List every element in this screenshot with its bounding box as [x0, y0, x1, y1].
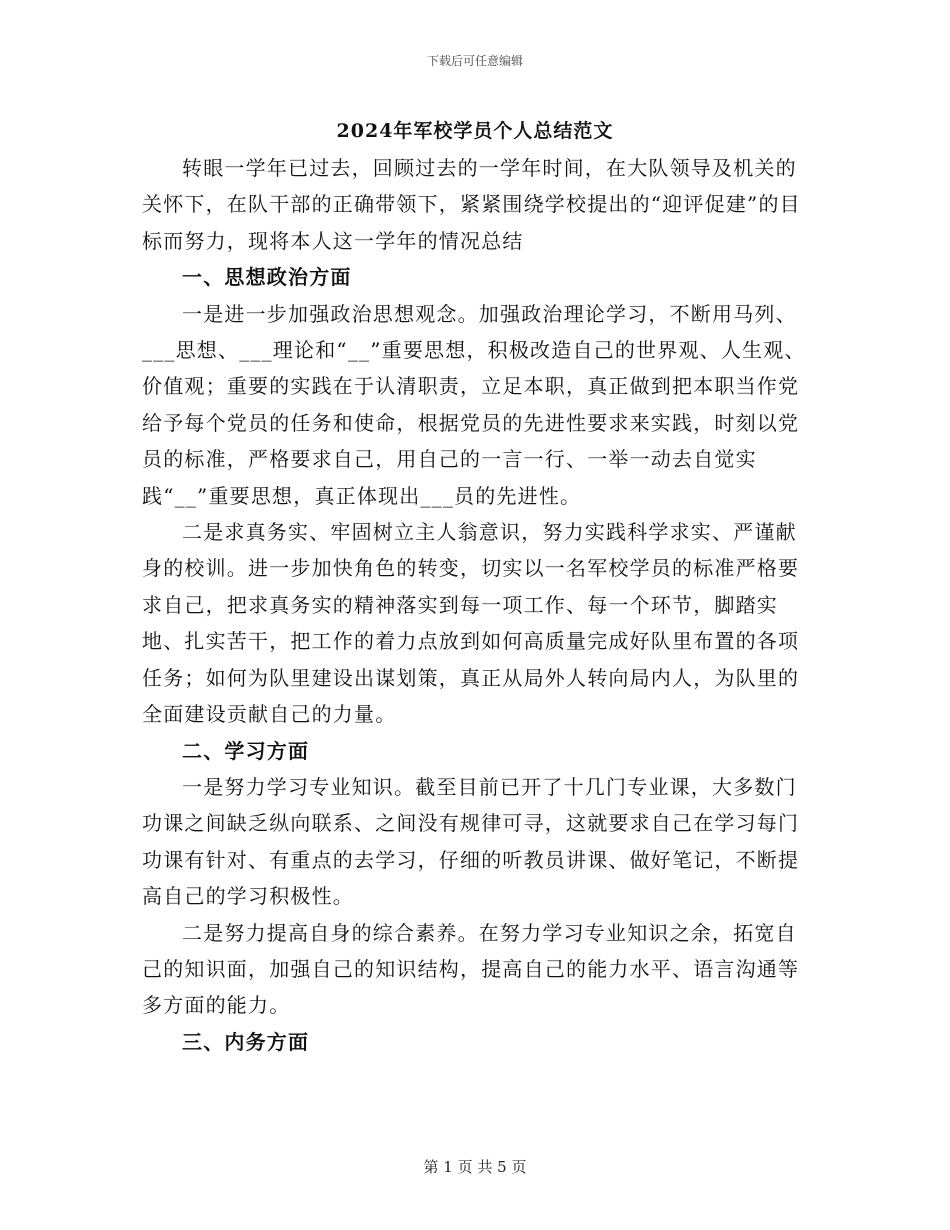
body-paragraph: 二是努力提高自身的综合素养。在努力学习专业知识之余，拓宽自己的知识面，加强自己的知识结构，提高自己的能力水平、语言沟通等多方面的能力。: [142, 920, 800, 1018]
section-heading: 二、学习方面: [182, 738, 310, 763]
body-paragraph: 二是求真务实、牢固树立主人翁意识，努力实践科学求实、严谨献身的校训。进一步加快角色的转变，切实以一名军校学员的标准严格要求自己，把求真务实的精神落实到每一项工作、每一个环节，脚踏实地、扎实苦干，把工作的着力点放到如何高质量完成好队里布置的各项任务；如何为队里建设出谋划策，真正从局外人转向局内人，为队里的全面建设贡献自己的力量。: [142, 520, 800, 727]
intro-paragraph: 转眼一学年已过去，回顾过去的一学年时间，在大队领导及机关的关怀下，在队干部的正确带领下，紧紧围绕学校提出的“迎评促建”的目标而努力，现将本人这一学年的情况总结: [142, 156, 801, 253]
body-paragraph: 一是努力学习专业知识。截至目前已开了十几门专业课，大多数门功课之间缺乏纵向联系、之间没有规律可寻，这就要求自己在学习每门功课有针对、有重点的去学习，仔细的听教员讲课、做好笔记，不断提高自己的学习积极性。: [142, 774, 800, 909]
page-indicator: 第 1 页 共 5 页: [423, 1158, 527, 1176]
body-paragraph: 一是进一步加强政治思想观念。加强政治理论学习，不断用马列、___思想、___理论和“__”重要思想，积极改造自己的世界观、人生观、价值观；重要的实践在于认清职责，立足本职，真正做到把本职当作党给予每个党员的任务和使命，根据党员的先进性要求来实践，时刻以党员的标准，严格要求自己，用自己的一言一行、一举一动去自觉实践“__”重要思想，真正体现出___员的先进性。: [142, 301, 806, 508]
document-body: [142, 150, 812, 1060]
header-note: 下载后可任意编辑: [426, 54, 523, 68]
document-title: 2024年军校学员个人总结范文: [336, 120, 614, 142]
section-heading: 一、思想政治方面: [182, 265, 352, 290]
section-heading: 三、内务方面: [182, 1029, 310, 1054]
